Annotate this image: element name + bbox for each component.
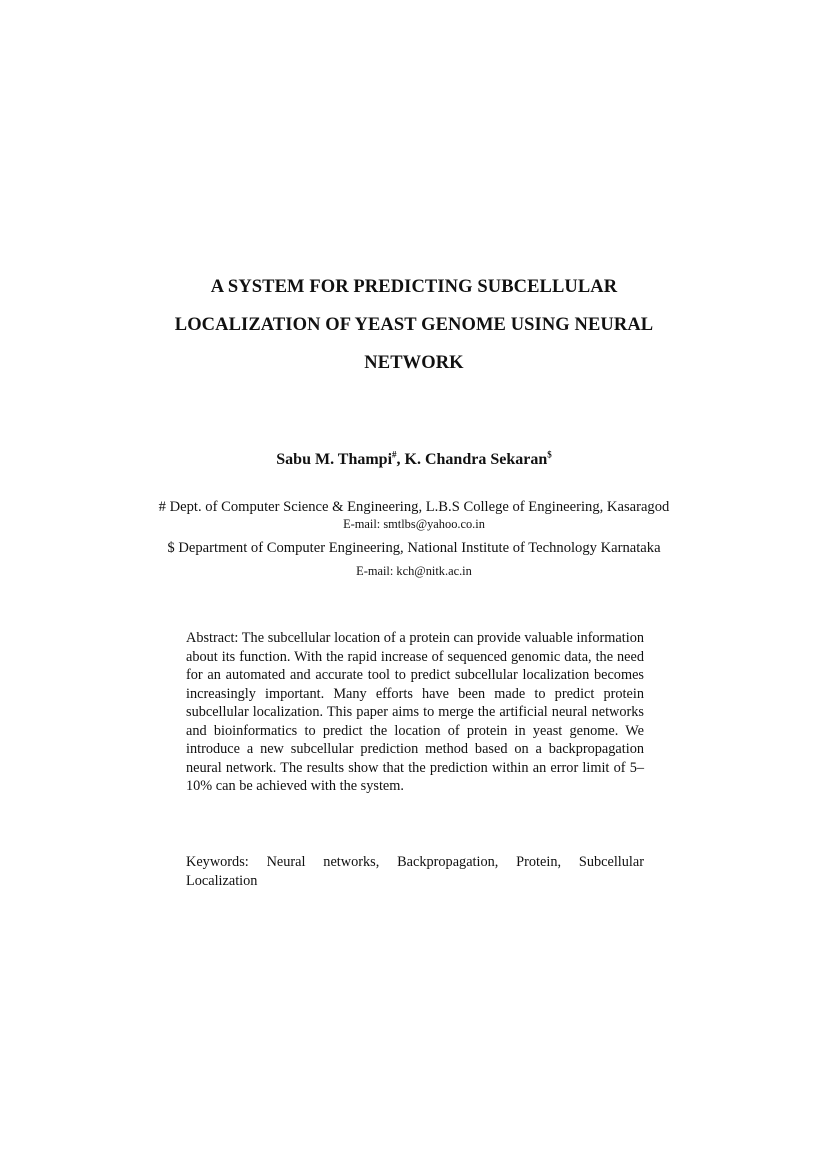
paper-title: [80, 268, 748, 382]
title-line-3: NETWORK: [364, 353, 464, 373]
keywords: [186, 853, 644, 890]
author-affiliation-mark-2: $: [547, 449, 552, 460]
keywords-line-2: Localization: [186, 872, 258, 889]
affiliation-2-email: E-mail: kch@nitk.ac.in: [356, 564, 472, 578]
title-line-1: A SYSTEM FOR PREDICTING SUBCELLULAR: [210, 277, 618, 297]
abstract: Abstract: The subcellular location of a protein can provide valuable information about its function. With the rapid increase of sequenced genomic data, the need for an automated and accurate tool to predict subcellular localization becomes increasingly important. Many efforts have been made to predict protein subcellular localization. This paper aims to merge the artificial neural networks and bioinformatics to predict the location of protein in yeast genome. We introduce a new subcellular prediction method based on a backpropagation neural network. The results show that the prediction within an error limit of 5– 10% can be achieved with the system.: [186, 630, 644, 794]
title-line-2: LOCALIZATION OF YEAST GENOME USING NEURAL: [174, 315, 654, 335]
keywords-line-1: Keywords: Neural networks, Backpropagation, Protein, Subcellular: [186, 854, 644, 870]
author-list: [80, 449, 748, 471]
author-name-2: K. Chandra Sekaran: [404, 451, 548, 468]
author-name-1: Sabu M. Thampi: [276, 451, 393, 468]
affiliation-2: $ Department of Computer Engineering, National Institute of Technology Karnataka: [167, 540, 661, 556]
affiliation-1-email: E-mail: smtlbs@yahoo.co.in: [343, 517, 485, 531]
affiliation-1: # Dept. of Computer Science & Engineering, L.B.S College of Engineering, Kasaragod: [158, 499, 670, 515]
author-affiliation-mark-1: #: [392, 449, 397, 460]
author-separator: ,: [396, 451, 405, 468]
